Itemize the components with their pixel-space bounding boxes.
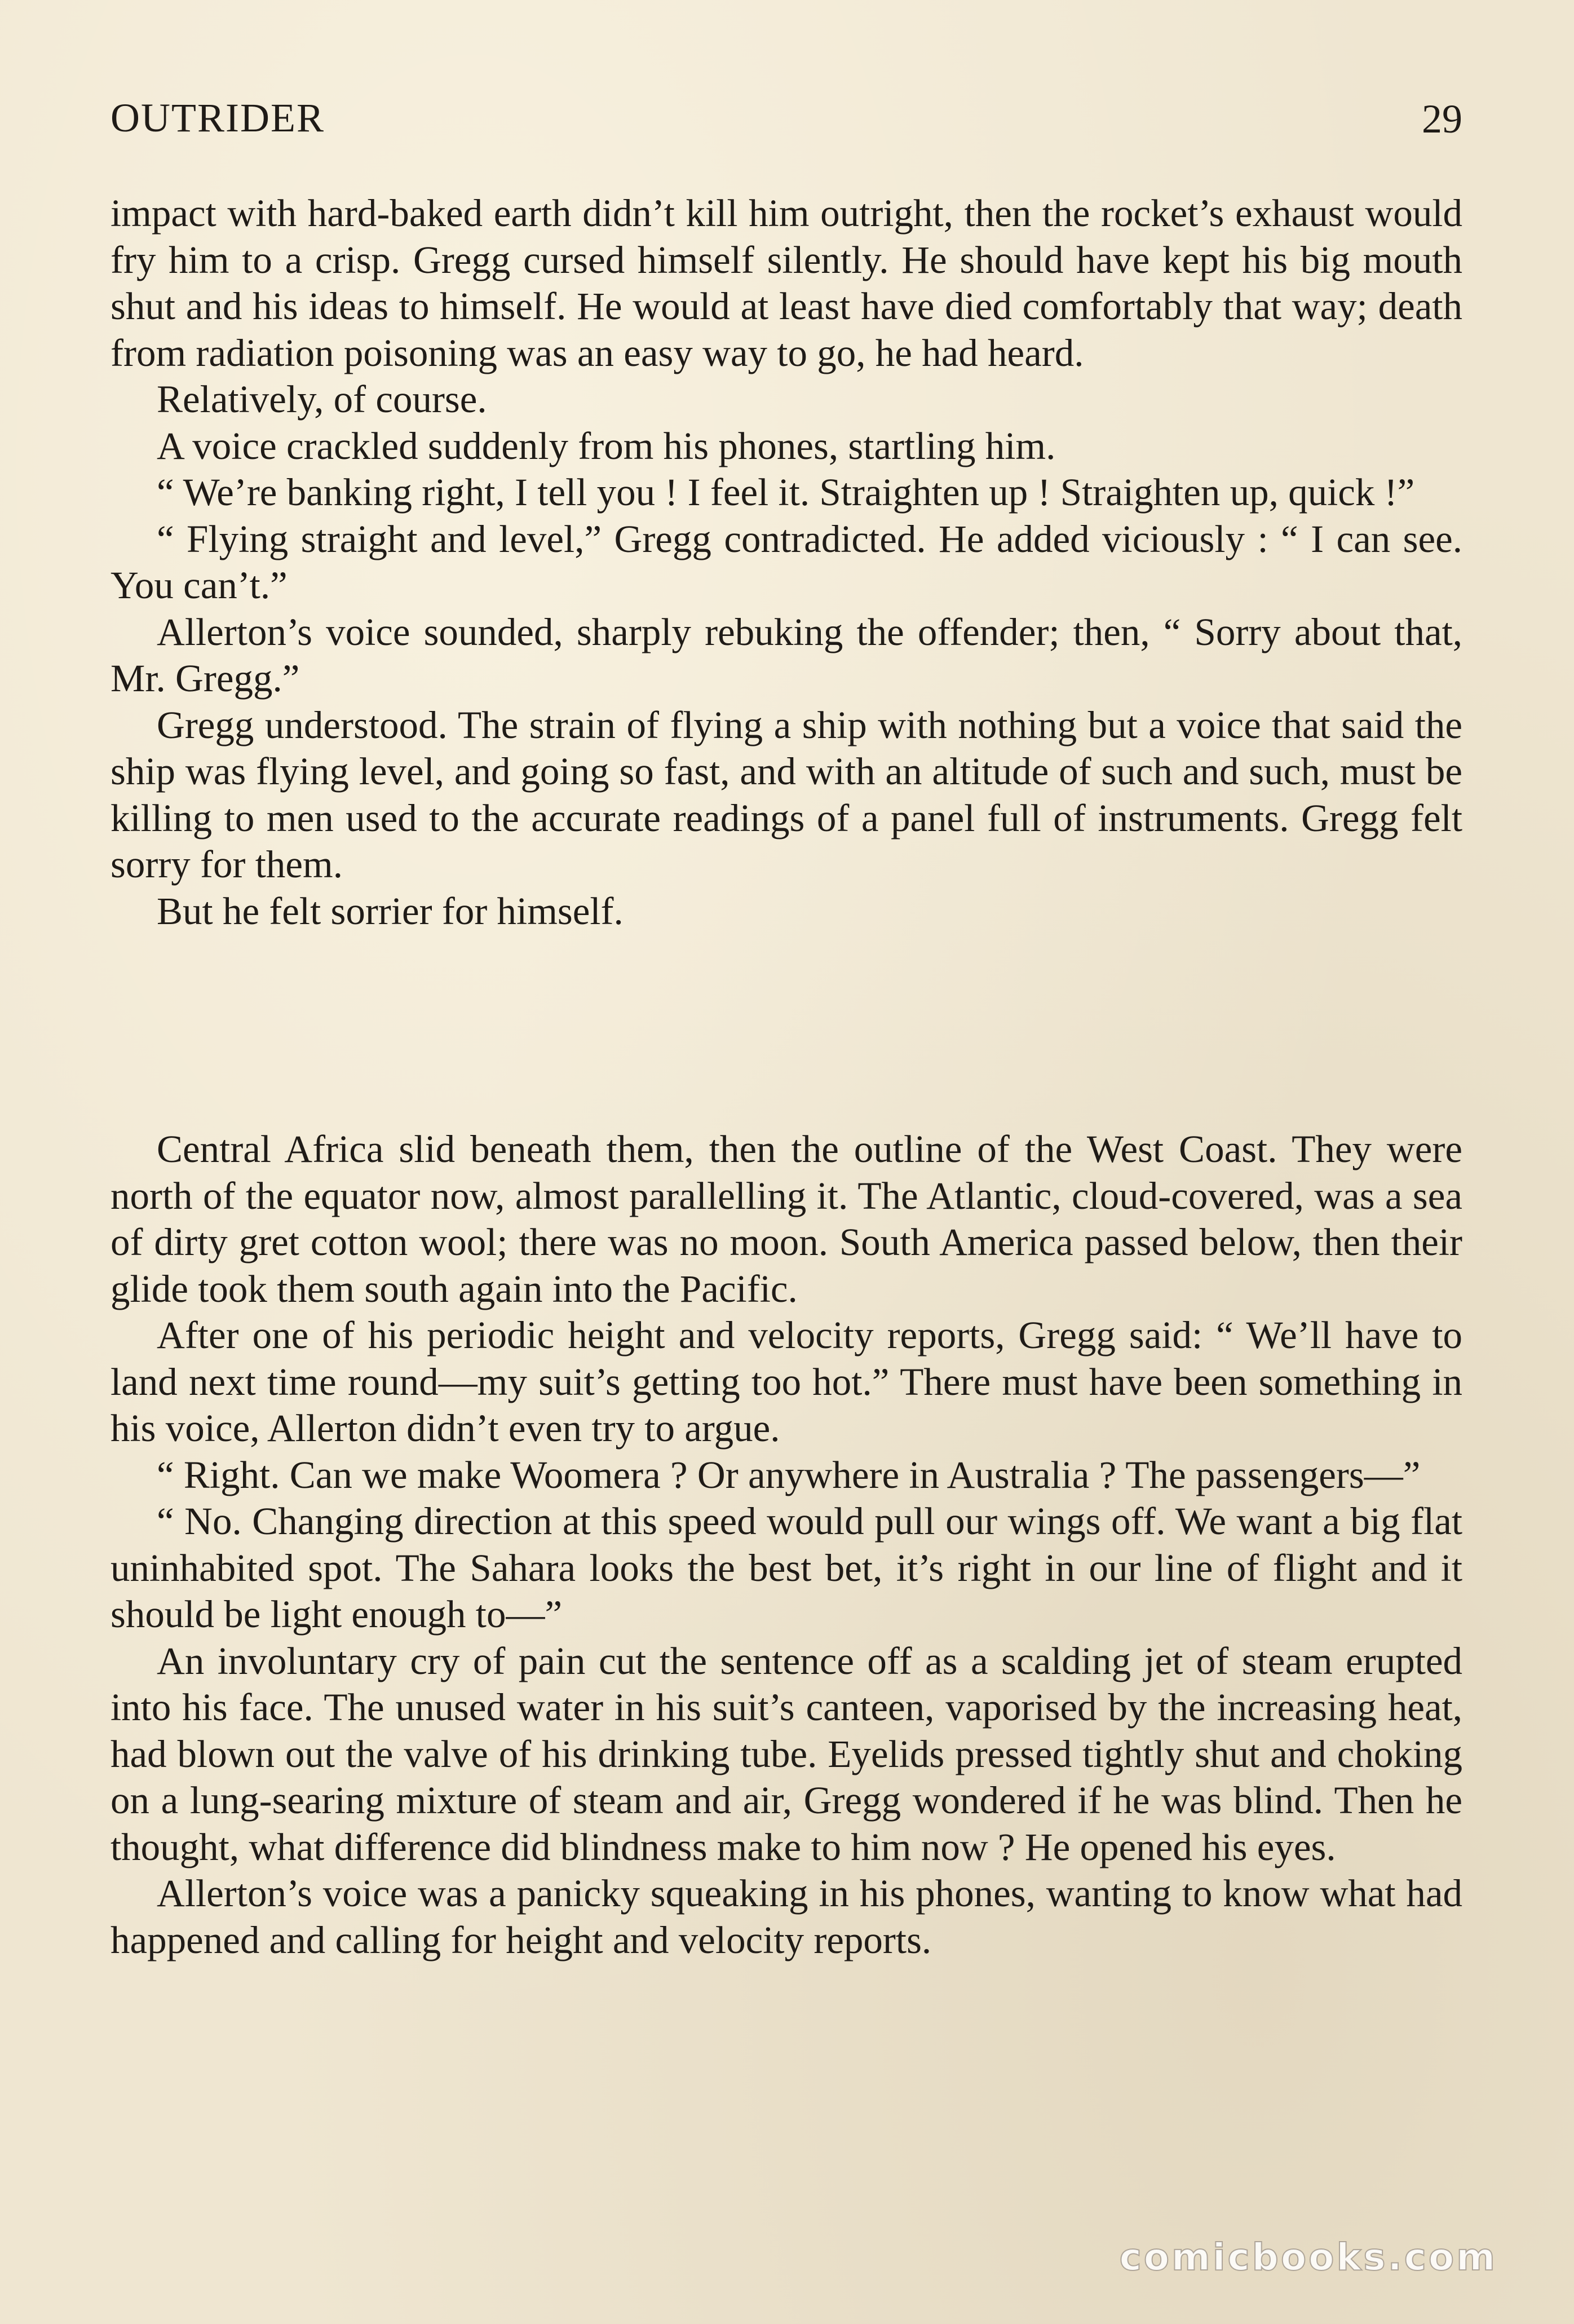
paragraph: A voice crackled suddenly from his phones, startling him. bbox=[157, 424, 1056, 467]
paragraph: After one of his periodic height and velocity reports, Gregg said: “ We’ll have to land next time round—my suit’s getting too hot.” There must have been something in his voice, Allerton didn’t even try to argue. bbox=[110, 1314, 1462, 1450]
paragraph: An involuntary cry of pain cut the sentence off as a scalding jet of steam erupted into his face. The unused water in his suit’s canteen, vaporised by the increasing heat, had blown out the valve of his drinking tube. Eyelids pressed tightly shut and choking on a lung-searing mixture of steam and air, Gregg wondered if he was blind. Then he thought, what difference did blindness make to him now ? He opened his eyes. bbox=[110, 1639, 1462, 1868]
paragraph: Central Africa slid beneath them, then the outline of the West Coast. They were north of the equator now, almost parallelling it. The Atlantic, cloud-covered, was a sea of dirty gret cotton wool; there was no moon. South America passed below, then their glide took them south again into the Pacific. bbox=[110, 1128, 1462, 1310]
text-block-before-break bbox=[110, 190, 1462, 934]
paragraph: impact with hard-baked earth didn’t kill him outright, then the rocket’s exhaust would fry him to a crisp. Gregg cursed himself silently. He should have kept his big mouth shut and his ideas to himself. He would at least have died comfortably that way; death from radiation poisoning was an easy way to go, he had heard. bbox=[110, 192, 1462, 374]
paragraph: Relatively, of course. bbox=[157, 378, 487, 421]
paragraph: “ Flying straight and level,” Gregg contradicted. He added viciously : “ I can see. You can’t.” bbox=[110, 517, 1462, 607]
paragraph: “ Right. Can we make Woomera ? Or anywhere in Australia ? The passengers—” bbox=[157, 1453, 1421, 1496]
paragraph: “ No. Changing direction at this speed would pull our wings off. We want a big flat uninhabited spot. The Sahara looks the best bet, it’s right in our line of flight and it should be light enough to—” bbox=[110, 1500, 1462, 1636]
site-watermark: comicbooks.com bbox=[1119, 2235, 1497, 2279]
paragraph: “ We’re banking right, I tell you ! I feel it. Straighten up ! Straighten up, quick !” bbox=[157, 471, 1415, 514]
running-title: OUTRIDER bbox=[110, 95, 325, 140]
text-block-after-break bbox=[110, 1126, 1462, 1963]
page-number: 29 bbox=[1422, 96, 1462, 142]
paragraph: Allerton’s voice was a panicky squeaking in his phones, wanting to know what had happened and calling for height and velocity reports. bbox=[110, 1872, 1462, 1961]
paragraph: Gregg understood. The strain of flying a ship with nothing but a voice that said the ship was flying level, and going so fast, and with an altitude of such and such, must be killing to men used to the accurate readings of a panel full of instruments. Gregg felt sorry for them. bbox=[110, 703, 1462, 886]
paragraph: Allerton’s voice sounded, sharply rebuking the offender; then, “ Sorry about that, Mr. Gregg.” bbox=[110, 610, 1462, 700]
paragraph: But he felt sorrier for himself. bbox=[157, 889, 624, 933]
